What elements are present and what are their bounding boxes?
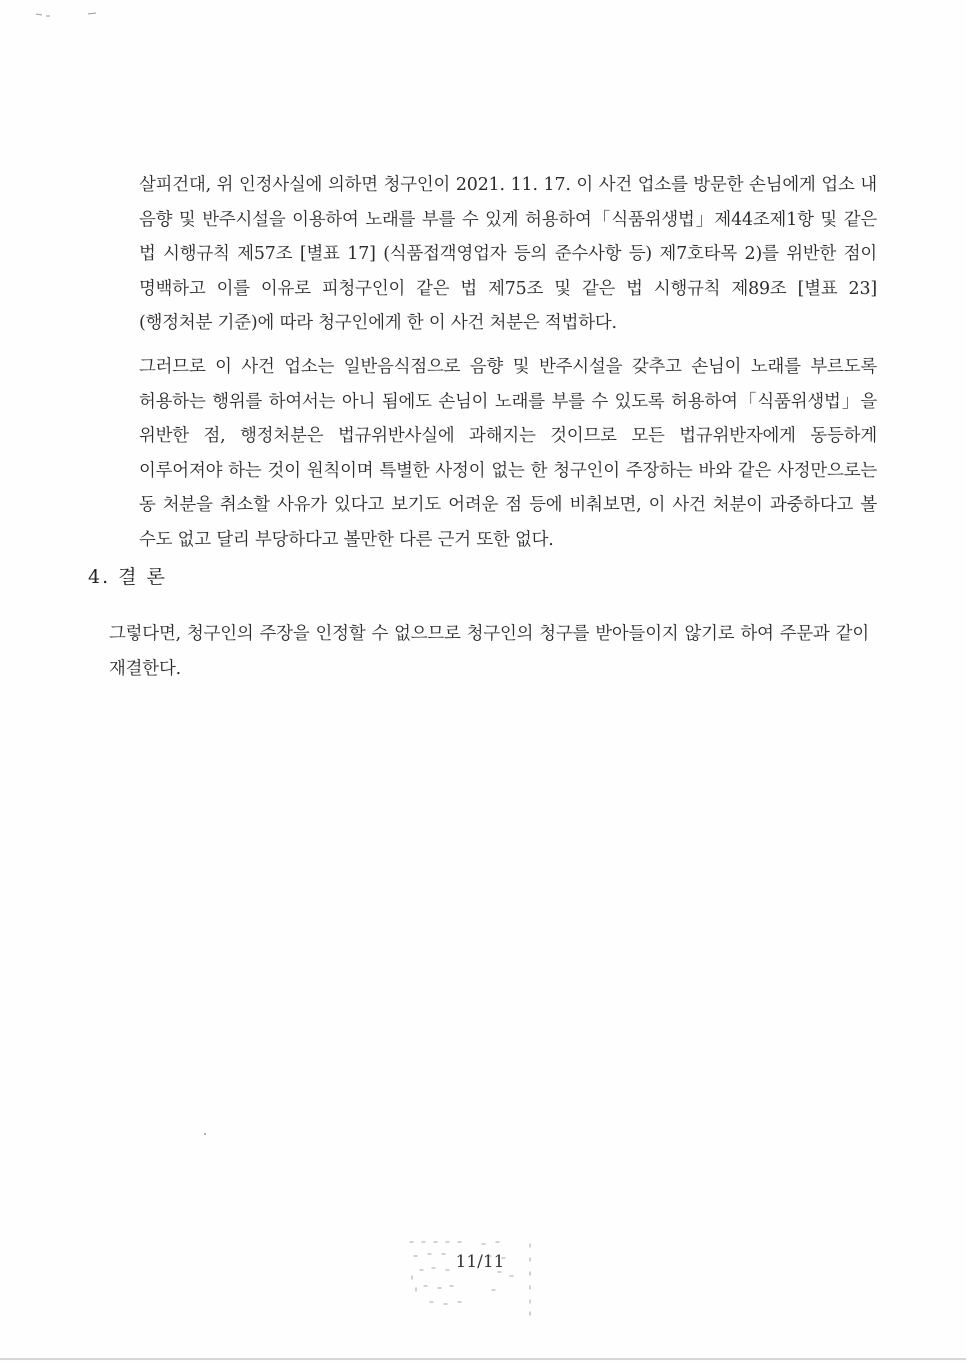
- page-number: 11/11: [455, 1252, 505, 1272]
- scan-speck: [204, 1133, 206, 1135]
- section-heading-conclusion: 4. 결 론: [88, 566, 167, 588]
- scan-bottom-edge: [0, 1358, 966, 1360]
- paragraph-review: 살피건대, 위 인정사실에 의하면 청구인이 2021. 11. 17. 이 사건 업소를 방문한 손님에게 업소 내 음향 및 반주시설을 이용하여 노래를 부를 수 있게 허용하여「식품위생법」제44조제1항 및 같은 법 시행규칙 제57조 [별표 17] (식품접객영업자 등의 준수사항 등) 제7호타목 2)를 위반한 점이 명백하고 이를 이유로 피청구인이 같은 법 제75조 및 같은 법 시행규칙 제89조 [별표 23] (행정처분 기준)에 따라 청구인에게 한 이 사건 처분은 적법하다.: [139, 175, 877, 334]
- paragraph-conclusion: 그렇다면, 청구인의 주장을 인정할 수 없으므로 청구인의 청구를 받아들이지 않기로 하여 주문과 같이 재결한다.: [109, 624, 869, 679]
- paragraph-reasoning: 그러므로 이 사건 업소는 일반음식점으로 음향 및 반주시설을 갖추고 손님이 노래를 부르도록 허용하는 행위를 하여서는 아니 됨에도 손님이 노래를 부를 수 있도록 허용하여「식품위생법」을 위반한 점, 행정처분은 법규위반사실에 과해지는 것이므로 모든 법규위반자에게 동등하게 이루어져야 하는 것이 원칙이며 특별한 사정이 없는 한 청구인이 주장하는 바와 같은 사정만으로는 동 처분을 취소할 사유가 있다고 보기도 어려운 점 등에 비춰보면, 이 사건 처분이 과중하다고 볼 수도 없고 달리 부당하다고 볼만한 다른 근거 또한 없다.: [139, 357, 877, 550]
- scan-artifact-mark: [34, 10, 104, 18]
- perforated-seal-stamp: [402, 1236, 542, 1318]
